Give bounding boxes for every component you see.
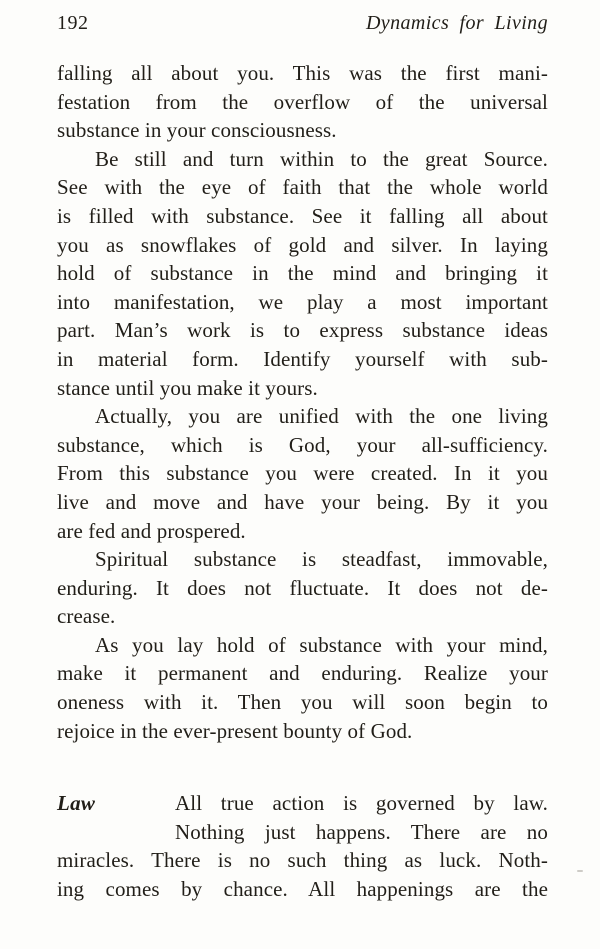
text-line: make it permanent and enduring. Realize your (57, 661, 548, 686)
text-line: miracles. There is no such thing as luck. Noth- (57, 848, 548, 873)
text-line: Actually, you are unified with the one living (95, 404, 548, 429)
section-label: Law (57, 791, 96, 816)
paragraph (57, 545, 548, 631)
text-line: rejoice in the ever-present bounty of God. (57, 718, 413, 743)
paragraph (57, 59, 548, 145)
text-line: ing comes by chance. All happenings are the (57, 877, 548, 902)
text-line: into manifestation, we play a most important (57, 289, 548, 314)
text-line: enduring. It does not fluctuate. It does not de- (57, 575, 548, 600)
text-line: substance, which is God, your all-sufficiency. (57, 432, 548, 457)
text-line: From this substance you were created. In it you (57, 461, 548, 486)
text-line: See with the eye of faith that the whole world (57, 175, 548, 200)
text-line: oneness with it. Then you will soon begin to (57, 690, 548, 715)
page-body (57, 59, 548, 745)
page-header (57, 11, 548, 35)
text-line: Spiritual substance is steadfast, immovable, (95, 547, 548, 572)
text-line: stance until you make it yours. (57, 375, 318, 400)
paragraph (57, 631, 548, 745)
text-line: you as snowflakes of gold and silver. In laying (57, 232, 548, 257)
section-text (57, 789, 548, 903)
text-line: crease. (57, 604, 116, 629)
page-number: 192 (57, 12, 89, 34)
text-line: are fed and prospered. (57, 518, 246, 543)
book-title: Dynamics for Living (365, 12, 548, 34)
paragraph (57, 145, 548, 402)
text-line: falling all about you. This was the first mani- (57, 61, 548, 85)
text-line: All true action is governed by law. (175, 791, 548, 816)
text-line: hold of substance in the mind and bringing it (57, 261, 548, 286)
text-line: in material form. Identify yourself with sub- (57, 346, 548, 371)
text-line: Be still and turn within to the great Source. (95, 146, 548, 171)
text-line: Nothing just happens. There are no (175, 819, 548, 844)
text-line: live and move and have your being. By it you (57, 489, 548, 514)
text-line: substance in your consciousness. (57, 118, 337, 143)
text-line: As you lay hold of substance with your mind, (95, 632, 548, 657)
text-line: is filled with substance. See it falling all about (57, 203, 548, 228)
scan-artifact (577, 870, 583, 872)
law-section (57, 789, 548, 903)
text-line: festation from the overflow of the universal (57, 89, 548, 114)
text-line: part. Man’s work is to express substance ideas (57, 318, 548, 343)
paragraph (57, 402, 548, 545)
